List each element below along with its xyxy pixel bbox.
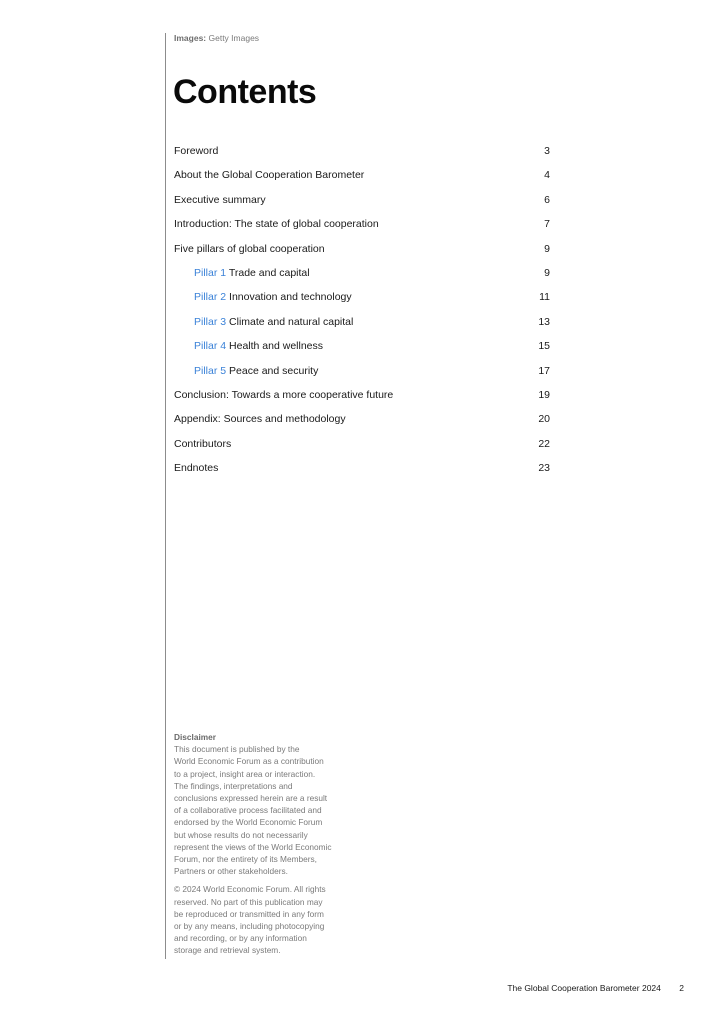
- left-margin-rule: [165, 33, 166, 959]
- table-of-contents: [174, 141, 550, 482]
- toc-entry-title: [174, 214, 379, 234]
- toc-entry[interactable]: [174, 287, 550, 311]
- toc-entry-title: [174, 434, 231, 454]
- toc-entry-label: Innovation and technology: [229, 291, 352, 304]
- toc-entry-title: [174, 336, 323, 356]
- toc-page-number: 19: [538, 388, 550, 401]
- toc-entry[interactable]: [174, 239, 550, 263]
- pillar-tag: Pillar 5: [194, 364, 227, 377]
- page-footer: [507, 983, 684, 993]
- toc-entry-label: Climate and natural capital: [229, 315, 354, 328]
- toc-entry-label: Trade and capital: [228, 266, 310, 279]
- toc-page-number: 6: [544, 193, 550, 206]
- toc-entry[interactable]: [174, 385, 550, 409]
- image-credit-value: Getty Images: [208, 33, 260, 43]
- toc-page-number: 13: [538, 315, 550, 328]
- toc-page-number: 22: [538, 437, 550, 450]
- toc-entry-title: [174, 361, 318, 381]
- toc-entry-title: [174, 287, 352, 307]
- toc-entry-label: Five pillars of global cooperation: [174, 242, 325, 255]
- toc-page-number: 23: [538, 462, 550, 475]
- pillar-tag: Pillar 2: [194, 291, 227, 304]
- image-credit: [174, 33, 259, 43]
- toc-entry[interactable]: [174, 458, 550, 482]
- toc-page-number: 9: [544, 266, 550, 279]
- pillar-tag: Pillar 4: [194, 340, 227, 353]
- disclaimer-paragraph: This document is published by the World Economic Forum as a contribution to a project, insight area or interaction. The findings, interpretations and conclusions expressed herein are a result of a collaborative process facilitated and endorsed by the World Economic Forum but whose results do not necessarily represent the views of the World Economic Forum, nor the entirety of its Members, Partners or other stakeholders.: [174, 744, 332, 877]
- toc-entry-title: [174, 263, 310, 283]
- toc-entry[interactable]: [174, 214, 550, 238]
- toc-entry-label: Contributors: [174, 437, 232, 450]
- footer-publication-title: The Global Cooperation Barometer 2024: [507, 983, 661, 993]
- toc-entry-title: [174, 141, 218, 161]
- toc-entry-label: Foreword: [174, 145, 219, 157]
- toc-page-number: 9: [544, 242, 550, 255]
- toc-entry[interactable]: [174, 409, 550, 433]
- toc-entry-title: [174, 409, 346, 429]
- pillar-tag: Pillar 1: [194, 266, 227, 279]
- toc-page-number: 15: [538, 340, 550, 353]
- toc-entry-title: [174, 312, 353, 332]
- toc-entry[interactable]: [174, 165, 550, 189]
- toc-page-number: 4: [544, 169, 550, 182]
- toc-entry-title: [174, 239, 325, 259]
- toc-page-number: 20: [538, 413, 550, 426]
- toc-entry-title: [174, 165, 364, 185]
- toc-entry[interactable]: [174, 141, 550, 165]
- toc-entry[interactable]: [174, 434, 550, 458]
- toc-entry[interactable]: [174, 263, 550, 287]
- toc-entry-title: [174, 458, 218, 478]
- toc-entry-title: [174, 190, 266, 210]
- toc-entry-label: Peace and security: [229, 364, 319, 377]
- toc-page-number: 7: [544, 218, 550, 231]
- toc-page-number: 3: [544, 145, 550, 157]
- page-title: Contents: [173, 73, 317, 111]
- toc-entry-label: Health and wellness: [229, 340, 324, 353]
- toc-entry-label: About the Global Cooperation Barometer: [174, 169, 365, 182]
- toc-page-number: 17: [538, 364, 550, 377]
- toc-entry-label: Endnotes: [174, 462, 219, 475]
- toc-entry[interactable]: [174, 312, 550, 336]
- toc-entry[interactable]: [174, 336, 550, 360]
- toc-entry-label: Appendix: Sources and methodology: [174, 413, 346, 426]
- pillar-tag: Pillar 3: [194, 315, 227, 328]
- toc-entry-label: Conclusion: Towards a more cooperative future: [174, 388, 394, 401]
- copyright-paragraph: © 2024 World Economic Forum. All rights reserved. No part of this publication may be reproduced or transmitted in any form or by any means, including photocopying and recording, or by any information storage and retrieval system.: [174, 884, 326, 956]
- toc-page-number: 11: [539, 291, 550, 304]
- toc-entry-title: [174, 385, 393, 405]
- toc-entry[interactable]: [174, 190, 550, 214]
- toc-entry-label: Introduction: The state of global cooperation: [174, 218, 379, 231]
- disclaimer: [174, 731, 354, 957]
- disclaimer-title: Disclaimer: [174, 732, 216, 742]
- toc-entry-label: Executive summary: [174, 193, 266, 206]
- toc-entry[interactable]: [174, 361, 550, 385]
- footer-page-number: 2: [679, 983, 684, 993]
- image-credit-label: Images:: [174, 33, 207, 43]
